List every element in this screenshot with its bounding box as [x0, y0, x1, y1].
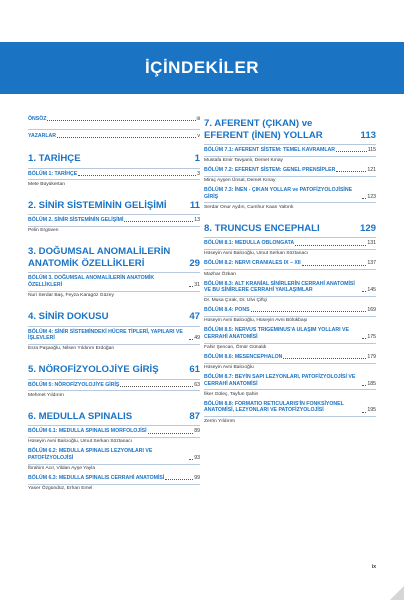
section-page: 3 — [197, 170, 200, 177]
chapter-title: 4. SİNİR DOKUSU — [28, 311, 109, 323]
chapter-title: 7. AFERENT (ÇIKAN) ve EFERENT (İNEN) YOLLAR — [204, 118, 323, 141]
leader-dots — [336, 151, 367, 152]
section-line — [28, 217, 200, 224]
divider — [28, 390, 200, 391]
section-page: 49 — [194, 335, 200, 342]
section-page: 179 — [367, 354, 376, 361]
page-number: ix — [371, 564, 376, 570]
chapter-heading[interactable] — [28, 364, 200, 376]
section-authors: Hüseyin Avni Balcıoğlu — [204, 365, 254, 371]
section-line — [204, 281, 376, 294]
section-entry[interactable] — [28, 275, 200, 288]
section-entry[interactable] — [28, 329, 200, 342]
section-line — [204, 327, 376, 340]
chapter-entry — [204, 118, 376, 211]
section-entry[interactable] — [28, 428, 200, 435]
leader-dots — [362, 412, 366, 413]
chapter-page: 113 — [360, 129, 376, 141]
section-page: 93 — [194, 455, 200, 462]
section-page: 137 — [367, 260, 376, 267]
section-entry[interactable] — [28, 217, 200, 224]
divider — [28, 291, 200, 292]
section-page: 121 — [367, 167, 376, 174]
section-page: 131 — [367, 240, 376, 247]
section-line — [28, 448, 200, 461]
section-authors: Mehmet Yıldırım — [28, 392, 64, 398]
section-title: BÖLÜM 3. DOĞUMSAL ANOMALİLERİN ANATOMİK ÖZELLİKLERİ — [28, 275, 155, 288]
divider — [204, 249, 376, 250]
section-page: 169 — [367, 307, 376, 314]
divider — [28, 344, 200, 345]
divider — [204, 202, 376, 203]
front-label: YAZARLAR — [28, 132, 57, 139]
section-title: BÖLÜM 8.4: PONS — [204, 307, 250, 314]
leader-dots — [362, 385, 366, 386]
leader-dots — [78, 175, 196, 176]
section-title: BÖLÜM 8.7: BEYİN SAPI LEZYONLARI, PATOFİZYOLOJİSİ VE CERRAHİ ANATOMİSİ — [204, 374, 356, 387]
section-entry[interactable] — [204, 374, 376, 387]
leader-dots — [302, 265, 367, 266]
chapter-entry — [28, 311, 200, 352]
chapter-title: 5. NÖROFİZYOLOJİYE GİRİŞ — [28, 364, 159, 376]
section-page: 13 — [194, 217, 200, 224]
section-entry[interactable] — [204, 240, 376, 247]
divider — [204, 389, 376, 390]
leader-dots — [295, 245, 366, 246]
section-page: 31 — [194, 281, 200, 288]
section-title: BÖLÜM 8.6: MESENCEPHALON — [204, 354, 283, 361]
section-title: BÖLÜM 1: TARİHÇE — [28, 170, 78, 177]
section-entry[interactable] — [204, 307, 376, 314]
chapter-heading[interactable] — [28, 200, 200, 212]
section-entry[interactable] — [28, 171, 200, 178]
divider — [28, 272, 200, 273]
divider — [204, 416, 376, 417]
section-title: BÖLÜM 8.5: NERVUS TRIGEMINUS'A ULAŞIM YOLLARI VE CERRAHİ ANATOMİSİ — [204, 327, 349, 340]
section-authors: Zerrin Yıldırım — [204, 418, 235, 424]
section-page: 89 — [194, 428, 200, 435]
section-authors: Nuri Serdar Baş, Feyza Karagöz Güzey — [28, 293, 114, 299]
leader-dots — [124, 221, 193, 222]
front-page: iii — [196, 116, 200, 122]
section-line — [204, 167, 376, 174]
section-entry[interactable] — [204, 260, 376, 267]
section-title: BÖLÜM 6.1: MEDULLA SPINALIS MORFOLOJİSİ — [28, 428, 147, 435]
section-entry[interactable] — [28, 382, 200, 389]
section-title: BÖLÜM 5: NÖROFİZYOLOJİYE GİRİŞ — [28, 381, 120, 388]
chapter-entry — [204, 223, 376, 425]
section-authors: Hüseyin Avni Balcıoğlu, Hüseyin Avni Bölükbaşı — [204, 318, 308, 324]
section-title: BÖLÜM 7.1: AFERENT SİSTEM: TEMEL KAVRAMLAR — [204, 147, 336, 153]
section-line — [204, 401, 376, 414]
section-line — [28, 275, 200, 288]
divider — [28, 129, 200, 130]
divider — [204, 269, 376, 270]
chapter-entry — [28, 200, 200, 235]
leader-dots — [336, 171, 366, 172]
chapter-heading[interactable] — [204, 118, 376, 141]
section-title: BÖLÜM 6.2: MEDULLA SPINALIS LEZYONLARI VE PATOFİZYOLOJİSİ — [28, 448, 153, 462]
section-line — [204, 307, 376, 314]
chapter-heading[interactable] — [204, 223, 376, 235]
chapter-entry — [28, 411, 200, 492]
toc-front-yazarlar[interactable] — [28, 133, 200, 140]
chapter-heading[interactable] — [28, 311, 200, 323]
divider — [204, 237, 376, 238]
chapter-list-left — [28, 153, 200, 492]
front-label: ÖNSÖZ — [28, 116, 47, 122]
chapter-entry — [28, 153, 200, 188]
chapter-heading[interactable] — [28, 246, 200, 269]
leader-dots — [189, 286, 193, 287]
chapter-title: 6. MEDULLA SPINALIS — [28, 410, 133, 422]
section-authors: Serdar Onur Aydın, Cumhur Kaan Yaltırık — [204, 204, 294, 210]
section-authors: Hüseyin Avni Balcıoğlu, Umut Serkan Söztanacı — [204, 251, 309, 257]
divider — [28, 484, 200, 485]
leader-dots — [362, 291, 366, 292]
divider — [204, 144, 376, 145]
chapter-list-right — [204, 118, 376, 425]
divider — [28, 437, 200, 438]
section-title: BÖLÜM 8.3: ALT KRANİAL SİNİRLERİN CERRAHİ ANATOMİSİ VE BU SİNİRLERE CERRAHİ YAKLAŞIMLAR — [204, 280, 355, 294]
leader-dots — [120, 386, 193, 387]
section-line — [28, 382, 200, 389]
leader-dots — [362, 198, 366, 199]
divider — [28, 326, 200, 327]
section-authors: Mete Büyükertan — [28, 181, 65, 187]
section-authors: Hüseyin Avni Balcıoğlu, Umut Serkan Söztanacı — [28, 439, 133, 445]
toc-right-column — [204, 118, 376, 425]
chapter-heading[interactable] — [28, 411, 200, 423]
chapter-page: 1 — [194, 153, 200, 165]
chapter-title: 1. TARİHÇE — [28, 153, 81, 165]
section-title: BÖLÜM 8.8: FORMATIO RETICULARIS'İN FONKSİYONEL ANATOMİSİ, LEZYONLARI VE PATOFİZYOLOJİSİ — [204, 400, 344, 414]
chapter-entry — [28, 364, 200, 399]
chapter-heading[interactable] — [28, 153, 200, 165]
section-entry[interactable] — [204, 354, 376, 361]
divider — [204, 316, 376, 317]
section-authors: Yaser Özgündüz, Erhan Emel — [28, 486, 93, 492]
leader-dots — [189, 459, 193, 460]
section-line — [28, 475, 200, 482]
chapter-title: 3. DOĞUMSAL ANOMALİLERİN ANATOMİK ÖZELLİKLERİ — [28, 246, 171, 269]
header-banner — [0, 42, 404, 94]
section-page: 175 — [367, 333, 376, 340]
toc-left-column — [28, 112, 200, 492]
section-line — [28, 428, 200, 435]
section-authors: Pelin Ergüven — [28, 228, 59, 234]
page-corner-fold — [390, 586, 404, 600]
section-title: BÖLÜM 2. SİNİR SİSTEMİNİN GELİŞİMİ — [28, 217, 124, 224]
divider — [28, 179, 200, 180]
chapter-title: 8. TRUNCUS ENCEPHALI — [204, 222, 320, 234]
section-title: BÖLÜM 6.3: MEDULLA SPINALIS CERRAHİ ANATOMİSİ — [28, 475, 165, 482]
section-entry[interactable] — [204, 167, 376, 174]
divider — [204, 156, 376, 157]
section-entry[interactable] — [204, 327, 376, 340]
section-title: BÖLÜM 8.2: NERVI CRANIALES IX – XII — [204, 260, 301, 267]
section-title: BÖLÜM 8.1: MEDULLA OBLONGATA — [204, 240, 295, 247]
leader-dots — [283, 358, 366, 359]
section-authors: Mazhar Özkan — [204, 271, 236, 277]
section-line — [28, 329, 200, 342]
section-title: BÖLÜM 7.3: İNEN - ÇIKAN YOLLAR ve PATOFİZYOLOJİSİNE GİRİŞ — [204, 187, 353, 200]
section-line — [204, 354, 376, 361]
divider — [28, 425, 200, 426]
chapter-title: 2. SİNİR SİSTEMİNİN GELİŞİMİ — [28, 199, 167, 211]
section-line — [204, 374, 376, 387]
divider — [28, 379, 200, 380]
leader-dots — [165, 479, 193, 480]
chapter-page: 87 — [189, 410, 200, 422]
section-authors: Miraç Ayşen Ünsal, Demet Kınay — [204, 178, 276, 184]
chapter-page: 61 — [189, 364, 200, 376]
divider — [28, 226, 200, 227]
section-authors: İlker Güleç, Tayfun Şahin — [204, 391, 259, 397]
front-page: v — [197, 132, 200, 139]
section-line — [204, 147, 376, 154]
divider — [28, 464, 200, 465]
chapter-page: 11 — [189, 199, 200, 211]
section-entry[interactable] — [204, 147, 376, 154]
chapter-page: 47 — [189, 311, 200, 323]
section-page: 115 — [367, 147, 376, 153]
section-page: 185 — [367, 380, 376, 387]
section-entry[interactable] — [204, 281, 376, 294]
section-entry[interactable] — [28, 448, 200, 461]
section-entry[interactable] — [28, 475, 200, 482]
chapter-page: 29 — [189, 257, 200, 269]
toc-front-onsoz[interactable] — [28, 116, 200, 123]
section-entry[interactable] — [204, 187, 376, 200]
leader-dots — [251, 311, 367, 312]
chapter-entry — [28, 246, 200, 299]
section-page: 145 — [367, 287, 376, 294]
section-line — [204, 240, 376, 247]
section-authors: Esra Paşaoğlu, Nilsen Yıldırım Erdoğan — [28, 346, 115, 352]
divider — [28, 168, 200, 169]
section-page: 123 — [367, 193, 376, 200]
divider — [204, 343, 376, 344]
page-title: İÇİNDEKİLER — [144, 58, 260, 77]
chapter-page: 129 — [359, 222, 376, 234]
leader-dots — [189, 339, 193, 340]
divider — [204, 176, 376, 177]
section-line — [204, 260, 376, 267]
section-authors: Fahir Şencan, Ömür Günaldı — [204, 345, 267, 351]
divider — [204, 296, 376, 297]
section-title: BÖLÜM 7.2: EFERENT SİSTEM: GENEL PRENSİPLER — [204, 167, 336, 174]
section-line — [28, 171, 200, 178]
section-title: BÖLÜM 4: SİNİR SİSTEMİNDEKİ HÜCRE TİPLERİ, YAPILARI VE İŞLEVLERİ — [28, 328, 183, 342]
section-page: 63 — [194, 381, 200, 388]
section-line — [204, 187, 376, 200]
section-page: 99 — [194, 475, 200, 482]
divider — [204, 363, 376, 364]
section-authors: Dr. Musa Çırak, Dr. Ulvi Çiftçi — [204, 298, 268, 304]
divider — [28, 214, 200, 215]
section-authors: Mustafa Emir Tavşanlı, Demet Kınay — [204, 158, 284, 164]
section-entry[interactable] — [204, 401, 376, 414]
leader-dots — [148, 433, 194, 434]
leader-dots — [362, 338, 366, 339]
section-page: 195 — [367, 407, 376, 414]
section-authors: İbrahim Acır, Vildan Ayşe Yayla — [28, 466, 96, 472]
